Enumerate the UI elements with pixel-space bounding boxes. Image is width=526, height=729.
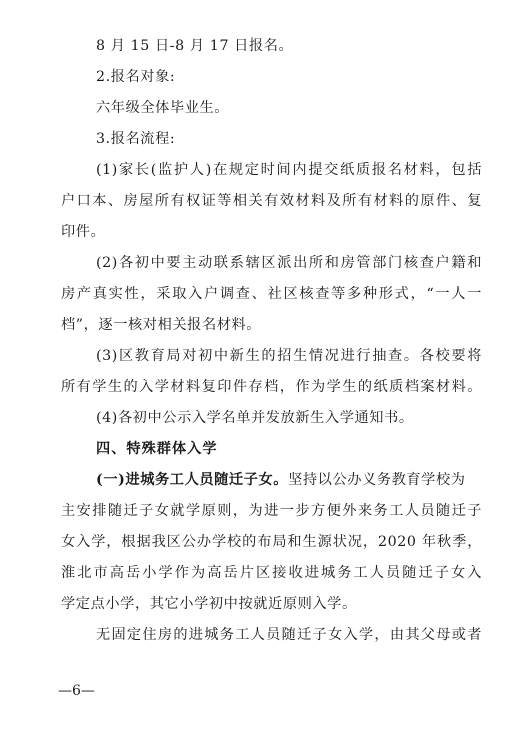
text-line: (2)各初中要主动联系辖区派出所和房管部门核查户籍和 [96, 255, 482, 271]
text-line: 8 月 15 日-8 月 17 日报名。 [96, 38, 294, 54]
text-line: 六年级全体毕业生。 [96, 100, 230, 116]
text-line: 户口本、房屋所有权证等相关有效材料及所有材料的原件、复 [61, 193, 482, 209]
text-line: 所有学生的入学材料复印件存档，作为学生的纸质档案材料。 [61, 379, 482, 395]
section-heading: 四、特殊群体入学 [96, 441, 218, 457]
text-line: 3.报名流程: [96, 131, 176, 147]
text-line: (3)区教育局对初中新生的招生情况进行抽查。各校要将 [96, 348, 482, 364]
subsection-line [96, 470, 482, 490]
text-line: 学定点小学，其它小学初中按就近原则入学。 [61, 596, 357, 612]
text-line: 档”，逐一核对相关报名材料。 [61, 317, 262, 333]
text-line: 主安排随迁子女就学原则，为进一步方便外来务工人员随迁子 [61, 503, 482, 519]
text-line: 淮北市高岳小学作为高岳片区接收进城务工人员随迁子女入 [61, 565, 482, 581]
text-line: 房产真实性，采取入户调查、社区核查等多种形式，“一人一 [61, 286, 482, 302]
subsection-prefix: (一) [96, 472, 126, 488]
text-line: 印件。 [61, 224, 106, 240]
text-line: 无固定住房的进城务工人员随迁子女入学，由其父母或者 [96, 627, 482, 643]
text-line: (4)各初中公示入学名单并发放新生入学通知书。 [96, 410, 414, 426]
text-line: (1)家长(监护人)在规定时间内提交纸质报名材料，包括 [96, 162, 482, 178]
page-number: —6— [58, 683, 95, 699]
text-line: 女入学，根据我区公办学校的布局和生源状况，2020 年秋季， [61, 534, 482, 550]
text-line: 2.报名对象: [96, 69, 176, 85]
subsection-text: 坚持以公办义务教育学校为 [288, 472, 466, 488]
subsection-title: 进城务工人员随迁子女。 [125, 472, 289, 488]
